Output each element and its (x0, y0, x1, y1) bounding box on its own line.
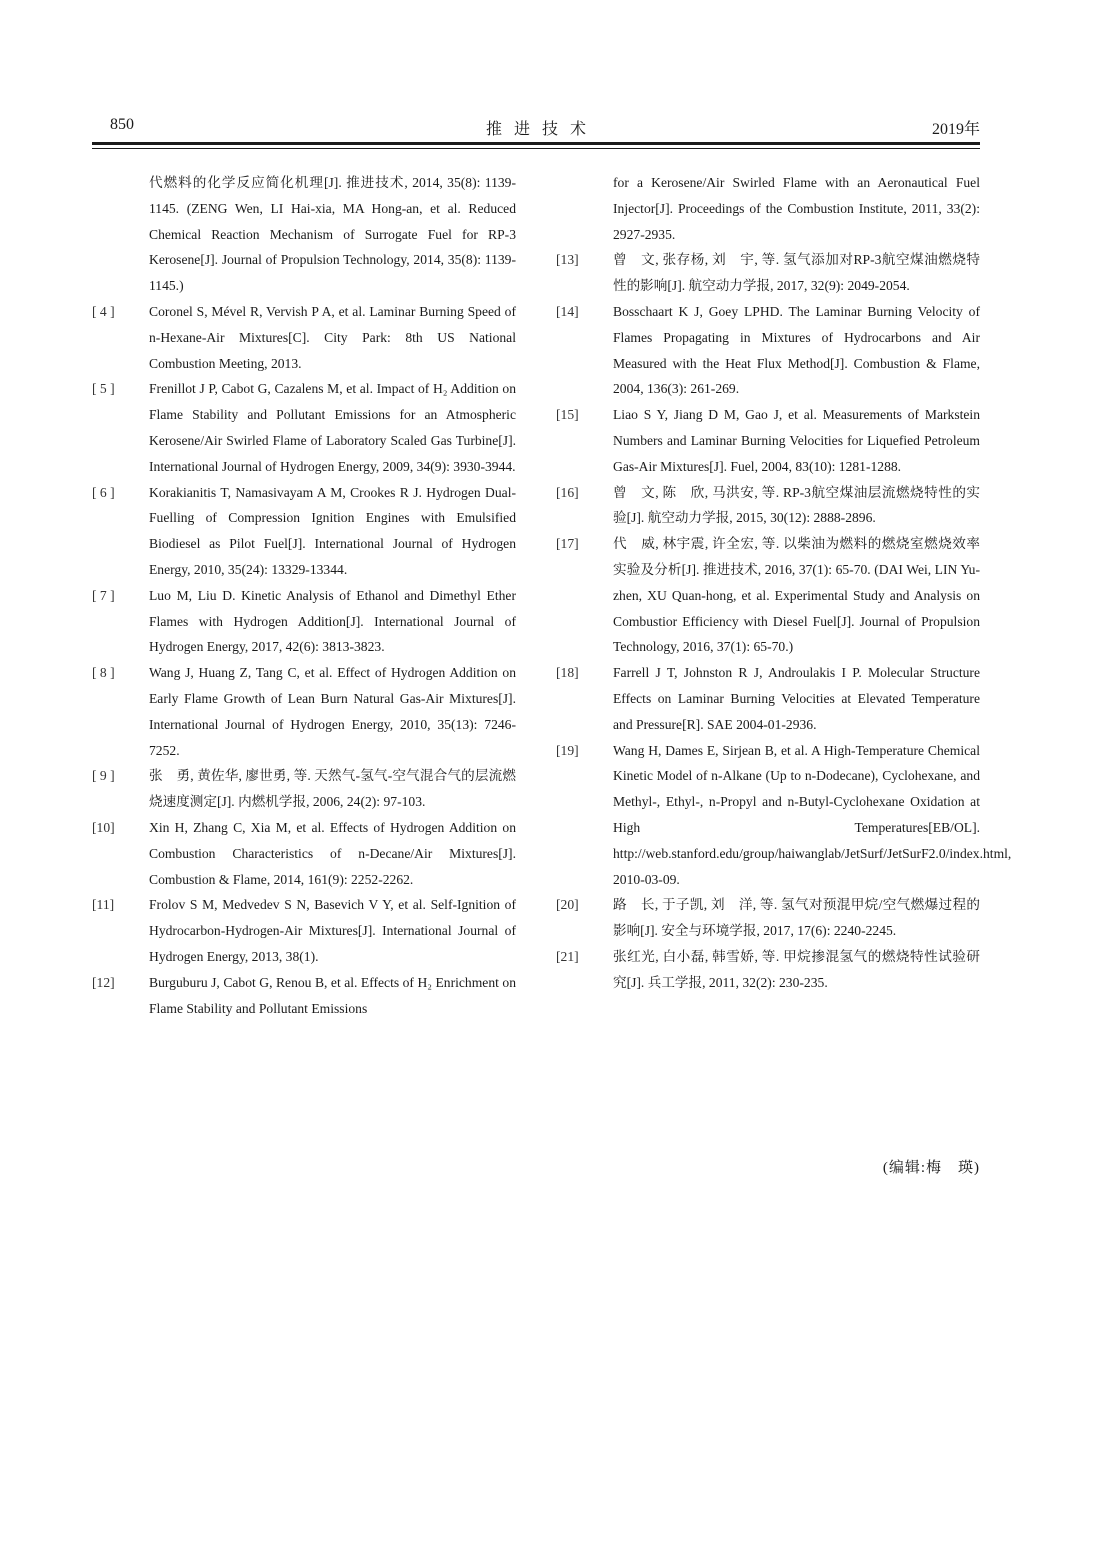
reference-item (92, 299, 516, 376)
reference-item (556, 402, 980, 479)
reference-number: [ 9 ] (92, 768, 115, 784)
reference-text: Xin H, Zhang C, Xia M, et al. Effects of Hydrogen Addition on Combustion Characteristics of n-Decane/Air Mixtures[J]. Combustion & Flame, 2014, 161(9): 2252-2262. (149, 819, 516, 887)
reference-text: Bosschaart K J, Goey LPHD. The Laminar Burning Velocity of Flames Propagating in Mixtures of Hydrocarbons and Air Measured with the Heat Flux Method[J]. Combustion & Flame, 2004, 136(3): 261-269. (613, 303, 980, 397)
reference-number: [15] (556, 407, 579, 423)
reference-number: [11] (92, 897, 115, 913)
header-rule-thick (92, 142, 980, 145)
reference-text: 路 长, 于子凯, 刘 洋, 等. 氢气对预混甲烷/空气燃爆过程的影响[J]. 安全与环境学报, 2017, 17(6): 2240-2245. (613, 897, 980, 939)
reference-column-left (92, 170, 516, 1021)
reference-text: Farrell J T, Johnston R J, Androulakis I P. Molecular Structure Effects on Laminar Burning Velocities at Elevated Temperature and Pressure[R]. SAE 2004-01-2936. (613, 665, 980, 732)
reference-text: Coronel S, Mével R, Vervish P A, et al. Laminar Burning Speed of n-Hexane-Air Mixtures[C]. City Park: 8th US National Combustion Meeting, 2013. (149, 303, 516, 371)
reference-number: [ 4 ] (92, 303, 115, 319)
reference-item (556, 299, 980, 402)
reference-item (92, 480, 516, 583)
reference-number: [ 8 ] (92, 665, 115, 681)
reference-number: [19] (556, 742, 579, 758)
editor-note: (编辑:梅 瑛) (882, 1160, 980, 1176)
reference-item (556, 944, 980, 996)
reference-item (556, 892, 980, 944)
reference-text: Frolov S M, Medvedev S N, Basevich V Y, et al. Self-Ignition of Hydrocarbon-Hydrogen-Air Mixtures[J]. International Journal of Hydrogen Energy, 2013, 38(1). (149, 897, 516, 964)
reference-text: 张 勇, 黄佐华, 廖世勇, 等. 天然气-氢气-空气混合气的层流燃烧速度测定[J]. 内燃机学报, 2006, 24(2): 97-103. (149, 768, 516, 810)
reference-item (556, 531, 980, 660)
reference-item (92, 660, 516, 763)
reference-item (556, 480, 980, 532)
reference-text: 曾 文, 陈 欣, 马洪安, 等. RP-3航空煤油层流燃烧特性的实验[J]. 航空动力学报, 2015, 30(12): 2888-2896. (613, 484, 980, 526)
reference-text: Luo M, Liu D. Kinetic Analysis of Ethanol and Dimethyl Ether Flames with Hydrogen Addition[J]. International Journal of Hydrogen Energy, 2017, 42(6): 3813-3823. (149, 587, 516, 655)
header-rule-thin (92, 148, 980, 149)
reference-text: Wang J, Huang Z, Tang C, et al. Effect of Hydrogen Addition on Early Flame Growth of Lean Burn Natural Gas-Air Mixtures[J]. International Journal of Hydrogen Energy, 2010, 35(13): 7246-7252. (149, 665, 516, 758)
reference-item (92, 376, 516, 479)
reference-item (92, 892, 516, 969)
reference-continuation (92, 170, 516, 299)
reference-item (556, 660, 980, 737)
reference-number: [17] (556, 536, 579, 552)
reference-item (92, 763, 516, 815)
reference-item (92, 583, 516, 660)
reference-number: [ 5 ] (92, 381, 115, 397)
reference-number: [10] (92, 819, 115, 835)
reference-text: for a Kerosene/Air Swirled Flame with an Aeronautical Fuel Injector[J]. Proceedings of the Combustion Institute, 2011, 33(2): 2927-2935. (613, 175, 980, 242)
reference-number: [12] (92, 974, 115, 990)
reference-text: Frenillot J P, Cabot G, Cazalens M, et al. Impact of H₂ Addition on Flame Stability and Pollutant Emissions for an Atmospheric Kerosene/Air Swirled Flame of Laboratory Scaled Gas Turbine[J]. International Journal of Hydrogen Energy, 2009, 34(9): 3930-3944. (149, 381, 516, 474)
page-header (92, 116, 980, 142)
reference-item (556, 247, 980, 299)
reference-number: [20] (556, 897, 579, 913)
reference-column-right (556, 170, 1012, 996)
reference-number: [14] (556, 303, 579, 319)
reference-number: [ 6 ] (92, 484, 115, 500)
journal-title: 推进技术 (485, 121, 598, 138)
reference-item (556, 738, 1012, 893)
reference-text: 张红光, 白小磊, 韩雪娇, 等. 甲烷掺混氢气的燃烧特性试验研究[J]. 兵工学报, 2011, 32(2): 230-235. (613, 948, 980, 990)
page-number: 850 (110, 116, 134, 133)
reference-text: 代 威, 林宇震, 许全宏, 等. 以柴油为燃料的燃烧室燃烧效率实验及分析[J]. 推进技术, 2016, 37(1): 65-70. (DAI Wei, LIN Yu-zhen, XU Quan-hong, et al. Experimental Study and Analysis on Combustior Efficiency with Diesel Fuel[J]. Journal of Propulsion Technology, 2016, 37(1): 65-70.) (613, 536, 980, 655)
reference-number: [21] (556, 948, 579, 964)
reference-number: [18] (556, 665, 579, 681)
reference-number: [13] (556, 252, 579, 268)
reference-text: Wang H, Dames E, Sirjean B, et al. A High-Temperature Chemical Kinetic Model of n-Alkane (Up to n-Dodecane), Cyclohexane, and Methyl-, Ethyl-, n-Propyl and n-Butyl-Cyclohexane Oxidation at High Temperatures[EB/OL]. http://web.stanford.edu/group/haiwanglab/JetSurf/JetSurF2.0/index.html, 2010-03-09. (613, 742, 1012, 887)
reference-text: 代燃料的化学反应简化机理[J]. 推进技术, 2014, 35(8): 1139-1145. (ZENG Wen, LI Hai-xia, MA Hong-an, et al. Reduced Chemical Reaction Mechanism of Surrogate Fuel for RP-3 Kerosene[J]. Journal of Propulsion Technology, 2014, 35(8): 1139-1145.) (149, 175, 516, 294)
reference-text: 曾 文, 张存杨, 刘 宇, 等. 氢气添加对RP-3航空煤油燃烧特性的影响[J]. 航空动力学报, 2017, 32(9): 2049-2054. (613, 252, 980, 294)
reference-item (92, 815, 516, 892)
reference-text: Liao S Y, Jiang D M, Gao J, et al. Measurements of Markstein Numbers and Laminar Burning Velocities for Liquefied Petroleum Gas-Air Mixtures[J]. Fuel, 2004, 83(10): 1281-1288. (613, 407, 980, 474)
reference-text: Burguburu J, Cabot G, Renou B, et al. Effects of H₂ Enrichment on Flame Stability and Pollutant Emissions (149, 974, 516, 1016)
reference-text: Korakianitis T, Namasivayam A M, Crookes R J. Hydrogen Dual-Fuelling of Compression Ignition Engines with Emulsified Biodiesel as Pilot Fuel[J]. International Journal of Hydrogen Energy, 2010, 35(24): 13329-13344. (149, 484, 516, 577)
reference-number: [16] (556, 484, 579, 500)
reference-item (92, 970, 516, 1022)
issue-year: 2019年 (931, 121, 980, 138)
reference-number: [ 7 ] (92, 587, 115, 603)
reference-continuation (556, 170, 980, 247)
